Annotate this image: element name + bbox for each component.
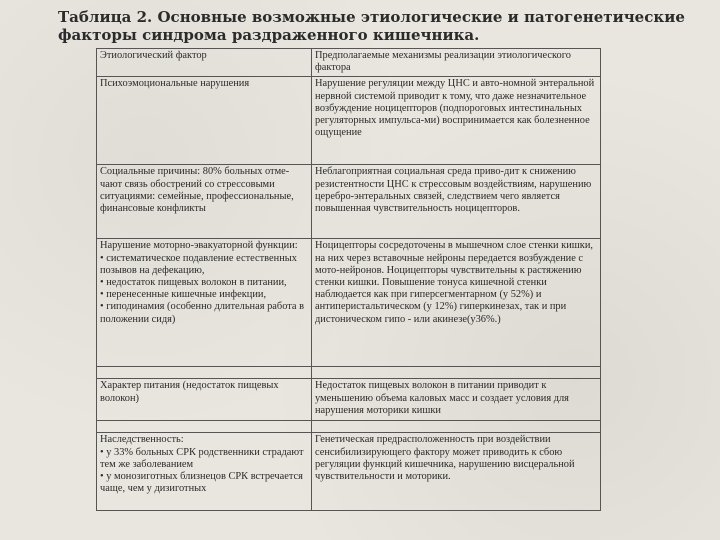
mechanism-cell: Неблагоприятная социальная среда приво-дит к снижению резистентности ЦНС к стрессовым воздействиям, нарушению церебро-энтеральных связей, следствием чего является повышенная чувствительность ноцицепторов.	[312, 165, 601, 239]
factor-cell	[97, 77, 312, 165]
mechanism-cell: Недостаток пищевых волокон в питании приводит к уменьшению объема каловых масс и создает условия для нарушения моторики кишки	[312, 379, 601, 421]
factor-line: • недостаток пищевых волокон в питании,	[100, 277, 287, 289]
factor-cell	[97, 379, 312, 421]
table-row	[97, 77, 601, 165]
factor-cell	[97, 433, 312, 511]
table-row	[97, 165, 601, 239]
table-row	[97, 379, 601, 421]
factor-line: • гиподинамия (особенно длительная работа в положении сидя)	[100, 301, 305, 325]
factor-cell	[97, 239, 312, 367]
spacer-cell	[312, 367, 601, 379]
factor-line: • систематическое подавление естественных позывов на дефекацию,	[100, 252, 297, 276]
factor-cell	[97, 165, 312, 239]
factor-line: Наследственность:	[100, 434, 184, 446]
factor-line: • у 33% больных СРК родственники страдают тем же заболеванием	[100, 446, 304, 470]
header-mechanism: Предполагаемые механизмы реализации этиологического фактора	[312, 49, 601, 77]
mechanism-cell: Генетическая предрасположенность при воздействии сенсибилизирующего фактору может приводить к сбою регуляции функций кишечника, нарушению висцеральной чувствительности и моторики.	[312, 433, 601, 511]
factor-line: Характер питания (недостаток пищевых волокон)	[100, 380, 279, 404]
table-row	[97, 239, 601, 367]
table-header-row	[97, 49, 601, 77]
factor-line: Психоэмоциональные нарушения	[100, 78, 250, 90]
header-factor: Этиологический фактор	[97, 49, 312, 77]
factor-line: Социальные причины: 80% больных отме-чают связь обострений со стрессовыми ситуациями: семейные, профессиональные, финансовые конфликты	[100, 166, 294, 215]
mechanism-cell: Нарушение регуляции между ЦНС и авто-номной энтеральной нервной системой приводит к тому, что даже незначительное возбуждение ноцицепторов (подпороговых интестинальных регуляторных импульса-ми) воспринимается как болезненное ощущение	[312, 77, 601, 165]
etiology-table	[96, 48, 601, 511]
table-row	[97, 433, 601, 511]
spacer-cell	[312, 421, 601, 433]
factor-line: • перенесенные кишечные инфекции,	[100, 289, 267, 301]
spacer-cell	[97, 367, 312, 379]
factor-line: Нарушение моторно-эвакуаторной функции:	[100, 240, 298, 252]
mechanism-cell: Ноцицепторы сосредоточены в мышечном слое стенки кишки, на них через вставочные нейроны передается возбуждение с мото-нейронов. Ноцицепторы чувствительны к растяжению стенки кишки. Повышение тонуса кишечной стенки наблюдается как при гиперсегментарном (у 52%) и антиперистальтическом (у 12%) гиперкинезах, так и при дистоническом гипо - или акинезе(у36%.)	[312, 239, 601, 367]
factor-line: • у монозиготных близнецов СРК встречается чаще, чем у дизиготных	[100, 471, 303, 495]
spacer-cell	[97, 421, 312, 433]
table-spacer-row	[97, 367, 601, 379]
table-spacer-row	[97, 421, 601, 433]
document-title: Таблица 2. Основные возможные этиологические и патогенетические факторы синдрома раздраженного кишечника.	[58, 8, 685, 44]
